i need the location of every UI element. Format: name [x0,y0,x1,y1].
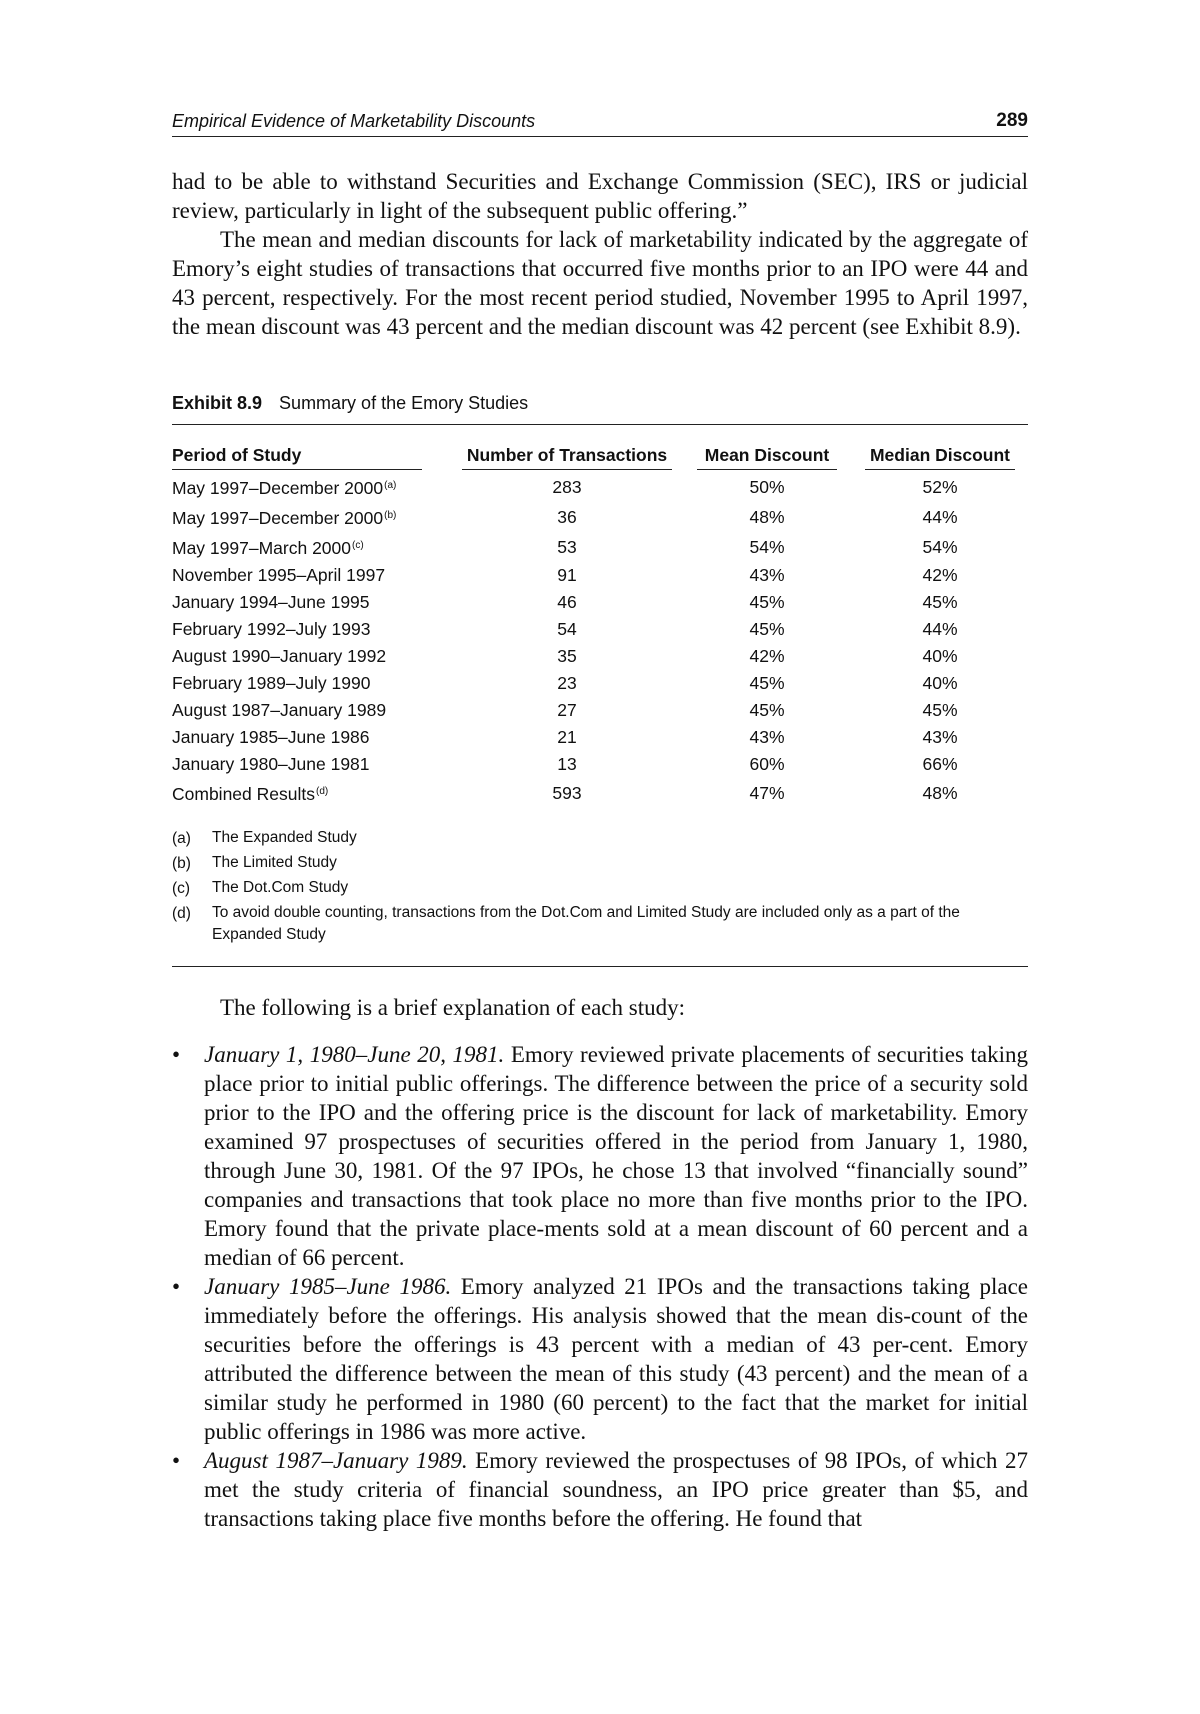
table-row [172,589,1028,616]
mean-discount-cell: 45% [749,619,785,639]
note-label: (b) [172,855,191,872]
transactions-cell: 13 [557,754,577,774]
paragraph-summary: The mean and median discounts for lack of marketability indicated by the aggregate of Emory’s eight studies of transactions that occurred five months prior to an IPO were 44 and 43 percent, respectively. For the most recent period studied, November 1995 to April 1997, the mean discount was 43 percent and the median discount was 42 percent (see Exhibit 8.9). [172,227,1028,339]
median-discount-cell: 45% [922,592,958,612]
transactions-cell: 283 [552,476,582,497]
transactions-cell: 54 [557,619,577,639]
table-row [172,670,1028,697]
footnote-marker: (d) [315,786,329,797]
table-row [172,751,1028,778]
mean-discount-cell: 60% [749,754,785,774]
note-label: (a) [172,830,191,847]
note-text: To avoid double counting, transactions from the Dot.Com and Limited Study are included only as a part of the Expanded Study [212,904,960,943]
exhibit-title: Summary of the Emory Studies [279,393,529,413]
mean-discount-cell: 43% [749,565,785,585]
transactions-cell: 53 [557,536,577,557]
median-discount-cell: 52% [922,476,958,497]
exhibit-note [172,851,1028,876]
median-discount-cell: 48% [922,782,958,803]
mean-discount-cell: 45% [749,700,785,720]
exhibit-notes [172,826,1028,946]
note-label: (c) [172,880,191,897]
study-period-lead: August 1987–January 1989. [204,1448,468,1473]
body-text [172,167,1028,341]
median-discount-cell: 42% [922,565,958,585]
table-row [172,697,1028,724]
mean-discount-cell: 45% [749,673,785,693]
period-cell: February 1992–July 1993 [172,619,371,639]
period-cell: February 1989–July 1990 [172,673,371,693]
note-text: The Limited Study [212,854,337,871]
table-row [172,778,1028,808]
transactions-cell: 46 [557,592,577,612]
exhibit-note [172,826,1028,851]
exhibit-end-rule [172,966,1028,967]
note-label: (d) [172,905,191,922]
bullet-icon: • [172,1274,181,1299]
table-row [172,616,1028,643]
mean-discount-cell: 42% [749,646,785,666]
period-cell: August 1990–January 1992 [172,646,387,666]
table-row [172,472,1028,502]
study-description: Emory reviewed the prospectuses of 98 IPOs, of which 27 met the study criteria of financial soundness, an IPO price greater than $5, and transactions taking place five months before the offering. He found that [204,1448,1028,1531]
study-intro: The following is a brief explanation of each study: [220,995,685,1020]
note-text: The Dot.Com Study [212,879,349,896]
bullet-icon: • [172,1042,181,1067]
bullet-icon: • [172,1448,181,1473]
emory-studies-table [172,439,1028,808]
median-discount-cell: 54% [922,536,958,557]
period-cell: May 1997–March 2000$^{(c)}$ [172,538,364,558]
footnote-marker: (c) [352,540,364,551]
paragraph-continued: had to be able to withstand Securities and Exchange Commission (SEC), IRS or judicial review, particularly in light of the subsequent public offering.” [172,169,1028,223]
transactions-cell: 593 [552,782,582,803]
transactions-cell: 21 [557,727,577,747]
median-discount-cell: 43% [922,727,958,747]
exhibit-caption [172,393,1028,425]
mean-discount-cell: 43% [749,727,785,747]
study-description: Emory analyzed 21 IPOs and the transactions taking place immediately before the offerings. His analysis showed that the mean dis-count of the securities before the offerings is 43 percent with a median of 43 per-cent. Emory attributed the difference between the mean of this study (43 percent) and the mean of a similar study he performed in 1980 (60 percent) to the fact that the market for initial public offerings in 1986 was more active. [204,1274,1028,1444]
median-discount-cell: 40% [922,646,958,666]
period-cell: May 1997–December 2000$^{(b)}$ [172,508,397,528]
period-cell: August 1987–January 1989 [172,700,387,720]
mean-discount-cell: 54% [749,536,785,557]
study-item [172,1272,1028,1446]
transactions-cell: 35 [557,646,577,666]
transactions-cell: 23 [557,673,577,693]
exhibit-8-9 [172,393,1028,967]
table-row [172,643,1028,670]
mean-discount-cell: 45% [749,592,785,612]
mean-discount-cell: 50% [749,476,785,497]
median-discount-cell: 44% [922,619,958,639]
study-item [172,1446,1028,1533]
page-number: 289 [996,110,1028,131]
col-header-period: Period of Study [172,439,452,472]
median-discount-cell: 45% [922,700,958,720]
book-page [172,110,1028,1533]
running-head [172,110,1028,137]
table-row [172,532,1028,562]
table-row [172,724,1028,751]
note-text: The Expanded Study [212,829,357,846]
period-cell: May 1997–December 2000$^{(a)}$ [172,478,397,498]
study-period-lead: January 1985–June 1986. [204,1274,452,1299]
mean-discount-cell: 48% [749,506,785,527]
study-item [172,1040,1028,1272]
col-header-transactions: Number of Transactions [452,439,682,472]
table-row [172,562,1028,589]
exhibit-note [172,901,1028,946]
study-list [172,1040,1028,1533]
period-cell: Combined Results$^{(d)}$ [172,784,329,804]
transactions-cell: 36 [557,506,577,527]
chapter-title: Empirical Evidence of Marketability Discounts [172,111,536,131]
period-cell: January 1985–June 1986 [172,727,370,747]
study-period-lead: January 1, 1980–June 20, 1981. [204,1042,505,1067]
period-cell: November 1995–April 1997 [172,565,386,585]
period-cell: January 1980–June 1981 [172,754,370,774]
table-header-row [172,439,1028,472]
exhibit-note [172,876,1028,901]
col-header-median: Median Discount [852,439,1028,472]
body-text-after-exhibit [172,993,1028,1533]
study-description: Emory reviewed private placements of securities taking place prior to initial public offerings. The difference between the price of a security sold prior to the IPO and the offering price is the discount for lack of marketability. Emory examined 97 prospectuses of securities offered in the period from January 1, 1980, through June 30, 1981. Of the 97 IPOs, he chose 13 that involved “financially sound” companies and transactions that took place no more than five months prior to the IPO. Emory found that the private place-ments sold at a mean discount of 60 percent and a median of 66 percent. [204,1042,1028,1270]
transactions-cell: 27 [557,700,577,720]
table-row [172,502,1028,532]
period-cell: January 1994–June 1995 [172,592,370,612]
median-discount-cell: 44% [922,506,958,527]
median-discount-cell: 66% [922,754,958,774]
footnote-marker: (a) [384,480,397,491]
transactions-cell: 91 [557,565,577,585]
col-header-mean: Mean Discount [682,439,852,472]
mean-discount-cell: 47% [749,782,785,803]
exhibit-number: Exhibit 8.9 [172,393,263,413]
footnote-marker: (b) [384,510,397,521]
median-discount-cell: 40% [922,673,958,693]
